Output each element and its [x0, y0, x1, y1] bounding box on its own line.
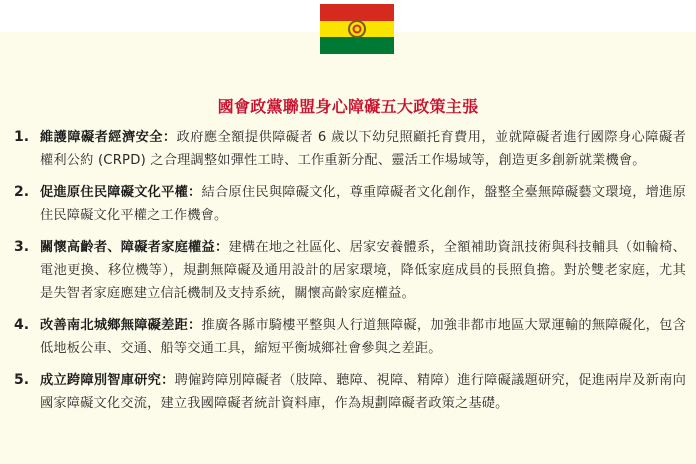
- item-number: 1.: [14, 129, 30, 145]
- list-item: [14, 314, 686, 360]
- item-heading: 成立跨障別智庫研究：: [40, 373, 175, 388]
- list-item: [14, 126, 686, 172]
- item-heading: 促進原住民障礙文化平權：: [40, 185, 202, 200]
- list-item: [14, 236, 686, 305]
- item-text: 政府應全額提供障礙者 6 歲以下幼兒照顧托育費用，並就障礙者進行國際身心障礙者權利公約 (CRPD) 之合理調整如彈性工時、工作重新分配、靈活工作場域等，創造更多創新就業機會。: [40, 130, 687, 168]
- item-body: [40, 369, 686, 415]
- item-number: 3.: [14, 239, 30, 255]
- list-item: [14, 181, 686, 227]
- item-heading: 改善南北城鄉無障礙差距：: [40, 318, 202, 333]
- item-text: 結合原住民與障礙文化，尊重障礙者文化創作，盤整全臺無障礙藝文環境，增進原住民障礙文化平權之工作機會。: [40, 185, 686, 223]
- item-body: [40, 314, 686, 360]
- flag-band-green: [320, 37, 394, 54]
- item-text: 推廣各縣市騎樓平整與人行道無障礙，加強非都市地區大眾運輸的無障礙化，包含低地板公車、交通、船等交通工具，縮短平衡城鄉社會參與之差距。: [40, 318, 686, 356]
- item-number: 2.: [14, 184, 30, 200]
- bolivia-coat-of-arms-icon: [347, 19, 367, 39]
- item-body: [40, 126, 686, 172]
- item-heading: 關懷高齡者、障礙者家庭權益：: [40, 240, 229, 255]
- policy-list: [14, 126, 686, 424]
- flag: [320, 4, 394, 54]
- item-text: 聘僱跨障別障礙者（肢障、聽障、視障、精障）進行障礙議題研究，促進兩岸及新南向國家障礙文化交流，建立我國障礙者統計資料庫，作為規劃障礙者政策之基礎。: [40, 373, 687, 411]
- item-body: [40, 181, 686, 227]
- item-text: 建構在地之社區化、居家安養體系，全額補助資訊技術與科技輔具（如輪椅、電池更換、移位機等），規劃無障礙及通用設計的居家環境，降低家庭成員的長照負擔。對於雙老家庭，尤其是失智者家庭應建立信託機制及支持系統，關懷高齡家庭權益。: [40, 240, 686, 301]
- item-number: 4.: [14, 317, 30, 333]
- list-item: [14, 369, 686, 415]
- page-title: 國會政黨聯盟身心障礙五大政策主張: [217, 97, 479, 116]
- item-body: [40, 236, 686, 305]
- item-heading: 維護障礙者經濟安全：: [40, 130, 177, 145]
- item-number: 5.: [14, 372, 30, 388]
